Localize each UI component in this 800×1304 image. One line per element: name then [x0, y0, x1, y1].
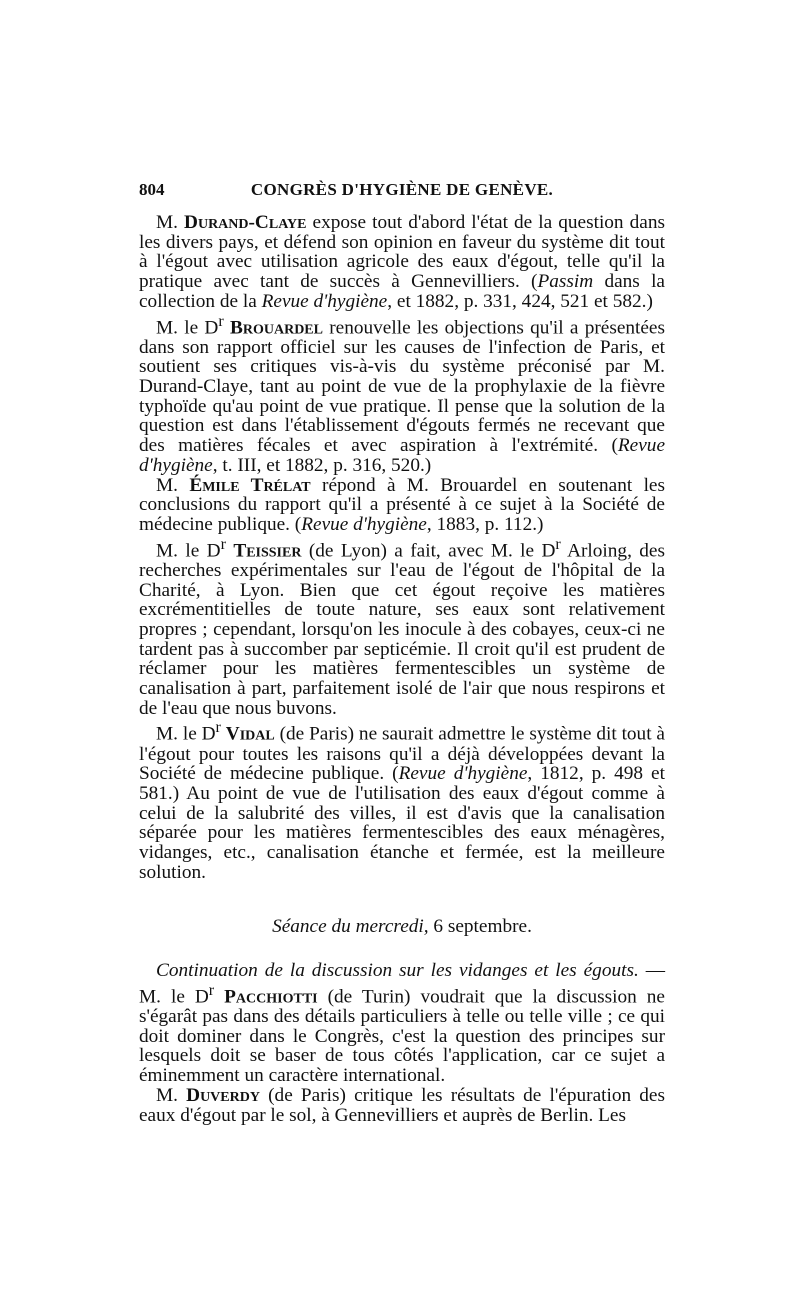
- citation-journal: Revue d'hygiène: [261, 290, 388, 312]
- paragraph-pacchiotti: Continuation de la discussion sur les vidanges et les égouts. — M. le $D^r$ Pacchiotti (de Turin) voudrait que la discussion ne s'égarât pas dans des détails particuliers à telle ou telle ville ; ce qui doit dominer dans le Congrès, c'est la question des principes sur lesquels doit se baser de tous côtés l'application, car ce sujet a éminemment un caractère international.: [139, 960, 665, 1087]
- citation-passim: Passim: [537, 271, 594, 293]
- paragraph-durand-claye: M. Durand-Claye expose tout d'abord l'état de la question dans les divers pays, et défend son opinion en faveur du système dit tout à l'égout avec utilisation agricole des eaux d'égout, telle qu'il la pratique avec tant de succès à Gennevilliers. (Passim dans la collection de la Revue d'hygiène, et 1882, p. 331, 424, 521 et 582.): [139, 212, 665, 312]
- discussion-subhead: Continuation de la discussion sur les vidanges et les égouts.: [156, 960, 639, 982]
- paragraph-brouardel: M. le $D^r$ Brouardel renouvelle les objections qu'il a présentées dans son rapport officiel sur les causes de l'infection de Paris, et soutient ses critiques vis-à-vis du système préconisé par M. Durand-Claye, tant au point de vue de la prophylaxie de la fièvre typhoïde qu'au point de vue pratique. Il pense que la solution de la question est dans l'établissement d'égouts fermés ne recevant que des matières fécales et avec aspiration à l'extrémité. (Revue d'hygiène, t. III, et 1882, p. 316, 520.): [139, 312, 665, 476]
- page-body: [139, 213, 665, 1125]
- speaker-name: Durand-Claye: [184, 212, 307, 233]
- session-heading: Séance du mercredi, 6 septembre.: [272, 916, 532, 938]
- speaker-name: Émile Trélat: [189, 474, 311, 496]
- page-number: 804: [139, 180, 165, 199]
- paragraph-duverdy: M. Duverdy (de Paris) critique les résultats de l'épuration des eaux d'égout par le sol, à Gennevilliers et auprès de Berlin. Les: [139, 1084, 665, 1126]
- citation-journal: Revue d'hygiène: [398, 763, 528, 785]
- paragraph-teissier: M. le $D^r$ Teissier (de Lyon) a fait, avec M. le $D^r$ Arloing, des recherches expérimentales sur l'eau de l'égout de l'hôpital de la Charité, à Lyon. Bien que cet égout reçoive les matières excrémentitielles de toute nature, ses eaux sont relativement propres ; cependant, lorsqu'on les inocule à des cobayes, ceux-ci ne tardent pas à succomber par septicémie. Il croit qu'il est prudent de réclamer pour les matières fermentescibles un système de canalisation à part, parfaitement isolé de l'air que nous respirons et de l'eau que nous buvons.: [139, 535, 665, 719]
- paragraph-vidal: M. le $D^r$ Vidal (de Paris) ne saurait admettre le système dit tout à l'égout pour toutes les raisons qu'il a déjà développées devant la Société de médecine publique. (Revue d'hygiène, 1812, p. 498 et 581.) Au point de vue de l'utilisation des eaux d'égout comme à celui de la salubrité des villes, il est d'avis que la canalisation séparée pour les matières fermentescibles des eaux ménagères, vidanges, etc., canalisation étanche et fermée, est la meilleure solution.: [139, 719, 665, 883]
- speaker-name: Brouardel: [230, 316, 323, 338]
- page-header: [139, 180, 665, 208]
- running-title: CONGRÈS D'HYGIÈNE DE GENÈVE.: [250, 180, 554, 199]
- speaker-name: Duverdy: [186, 1084, 260, 1106]
- speaker-name: Pacchiotti: [224, 986, 318, 1008]
- speaker-name: Teissier: [233, 540, 302, 562]
- citation-journal: Revue d'hygiène: [139, 435, 665, 476]
- speaker-name: Vidal: [225, 723, 275, 745]
- citation-journal: Revue d'hygiène: [301, 513, 427, 535]
- paragraph-trelat: M. Émile Trélat répond à M. Brouardel en soutenant les conclusions du rapport qu'il a présenté à ce sujet à la Société de médecine publique. (Revue d'hygiène, 1883, p. 112.): [139, 474, 665, 535]
